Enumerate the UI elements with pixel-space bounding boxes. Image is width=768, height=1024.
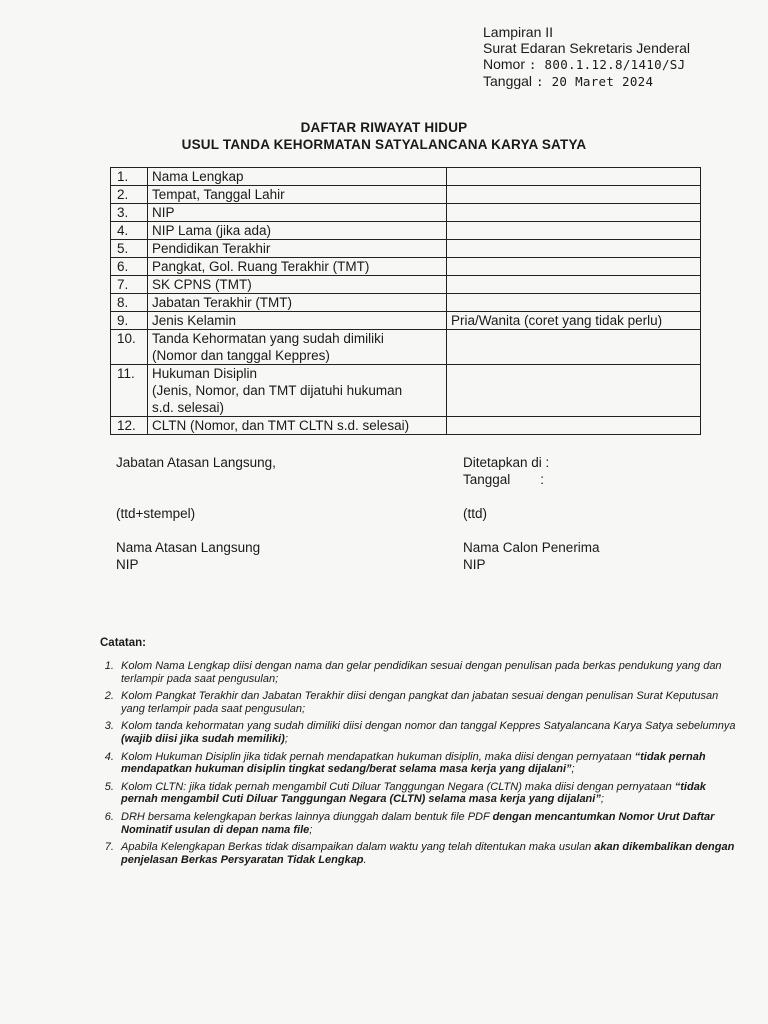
- row-value-field[interactable]: [447, 365, 701, 417]
- row-label: [148, 294, 447, 312]
- row-label-line: Tempat, Tanggal Lahir: [152, 187, 285, 202]
- row-value-field[interactable]: [447, 186, 701, 204]
- row-label-line: NIP Lama (jika ada): [152, 223, 272, 238]
- nomor-value: : 800.1.12.8/1410/SJ: [528, 57, 686, 72]
- table-row: [111, 186, 701, 204]
- note-text: Apabila Kelengkapan Berkas tidak disampaikan dalam waktu yang telah ditentukan maka usulan: [121, 841, 595, 854]
- table-row: [111, 312, 701, 330]
- row-number: 7.: [111, 276, 148, 294]
- note-emphasis: “tidak pernah mendapatkan hukuman disiplin tingkat sedang/berat selama masa kerja yang dijalani”: [121, 750, 706, 776]
- table-row: [111, 240, 701, 258]
- list-item: [117, 720, 737, 745]
- penerima-ttd: (ttd): [463, 506, 488, 521]
- row-label: [148, 312, 447, 330]
- note-emphasis: dengan mencantumkan Nomor Urut Daftar Nominatif usulan di depan nama file: [121, 810, 715, 836]
- row-number: 12.: [111, 417, 148, 435]
- atasan-nama: Nama Atasan Langsung: [116, 540, 261, 555]
- lampiran-tanggal: [483, 73, 690, 90]
- table-row: [111, 204, 701, 222]
- row-value-field[interactable]: [447, 168, 701, 186]
- ditetapkan-di: Ditetapkan di :: [463, 455, 550, 470]
- catatan-list: [96, 660, 737, 871]
- row-label: [148, 240, 447, 258]
- note-text: Kolom CLTN: jika tidak pernah mengambil Cuti Diluar Tanggungan Negara (CLTN) maka diisi dengan pernyataan: [121, 780, 675, 793]
- row-number: 2.: [111, 186, 148, 204]
- row-label: [148, 222, 447, 240]
- atasan-nip: NIP: [116, 557, 139, 572]
- table-row: [111, 258, 701, 276]
- note-emphasis: (wajib diisi jika sudah memiliki): [121, 732, 285, 745]
- row-number: 8.: [111, 294, 148, 312]
- document-subtitle: USUL TANDA KEHORMATAN SATYALANCANA KARYA SATYA: [181, 137, 587, 152]
- note-text: Kolom Nama Lengkap diisi dengan nama dan gelar pendidikan sesuai dengan penulisan pada berkas pendukung yang dan terlampir pada saat pengusulan;: [121, 660, 722, 685]
- row-label: [148, 186, 447, 204]
- note-punctuation: ;: [284, 732, 288, 745]
- table-row: [111, 365, 701, 417]
- row-label: [148, 365, 447, 417]
- list-item: [117, 781, 737, 806]
- row-label-line: Pangkat, Gol. Ruang Terakhir (TMT): [152, 259, 370, 274]
- lampiran-source: Surat Edaran Sekretaris Jenderal: [483, 40, 690, 56]
- row-value-field[interactable]: [447, 330, 701, 365]
- row-label-line: NIP: [152, 205, 175, 220]
- row-label-line: (Jenis, Nomor, dan TMT dijatuhi hukuman: [152, 383, 403, 398]
- note-emphasis: “tidak pernah mengambil Cuti Diluar Tanggungan Negara (CLTN) selama masa kerja yang dijalani”: [121, 780, 706, 806]
- list-item: [117, 841, 737, 866]
- table-row: [111, 417, 701, 435]
- list-item: [117, 660, 737, 685]
- row-number: 6.: [111, 258, 148, 276]
- table-row: [111, 276, 701, 294]
- row-number: 9.: [111, 312, 148, 330]
- row-number: 11.: [111, 365, 148, 417]
- row-label: [148, 258, 447, 276]
- row-label-line: s.d. selesai): [152, 400, 225, 415]
- table-row: [111, 222, 701, 240]
- row-value-field[interactable]: Pria/Wanita (coret yang tidak perlu): [447, 312, 701, 330]
- table-row: [111, 330, 701, 365]
- row-value-field[interactable]: [447, 204, 701, 222]
- row-number: 4.: [111, 222, 148, 240]
- row-label: [148, 330, 447, 365]
- row-value-field[interactable]: [447, 294, 701, 312]
- nomor-label: Nomor: [483, 56, 526, 72]
- riwayat-hidup-table: [110, 167, 701, 435]
- lampiran-header: [483, 24, 690, 90]
- lampiran-line: Lampiran II: [483, 24, 554, 40]
- row-number: 1.: [111, 168, 148, 186]
- note-emphasis: akan dikembalikan dengan penjelasan Berkas Persyaratan Tidak Lengkap: [121, 841, 735, 866]
- row-label-line: Hukuman Disiplin: [152, 366, 258, 381]
- note-text: DRH bersama kelengkapan berkas lainnya diunggah dalam bentuk file PDF: [121, 810, 493, 823]
- atasan-jabatan: Jabatan Atasan Langsung,: [116, 455, 276, 470]
- list-item: [117, 690, 737, 715]
- row-label: [148, 168, 447, 186]
- row-label-line: Nama Lengkap: [152, 169, 244, 184]
- tanggal-label: Tanggal: [483, 73, 533, 89]
- penerima-tanggal: Tanggal :: [463, 472, 545, 487]
- document-title: DAFTAR RIWAYAT HIDUP: [300, 120, 468, 135]
- penerima-nip: NIP: [463, 557, 486, 572]
- row-value-field[interactable]: [447, 222, 701, 240]
- row-value-field[interactable]: [447, 276, 701, 294]
- note-punctuation: ;: [309, 823, 313, 836]
- list-item: [117, 811, 737, 836]
- atasan-ttd: (ttd+stempel): [116, 506, 196, 521]
- note-text: Kolom tanda kehormatan yang sudah dimiliki diisi dengan nomor dan tanggal Keppres Satyalancana Karya Satya sebelumnya: [121, 720, 736, 733]
- tanggal-value: : 20 Maret 2024: [535, 74, 654, 89]
- row-value-field[interactable]: [447, 240, 701, 258]
- row-number: 5.: [111, 240, 148, 258]
- catatan-heading: Catatan:: [100, 637, 147, 649]
- row-value-field[interactable]: [447, 258, 701, 276]
- row-label-line: Jabatan Terakhir (TMT): [152, 295, 293, 310]
- note-punctuation: ;: [571, 763, 575, 776]
- note-punctuation: .: [363, 853, 367, 866]
- lampiran-nomor: [483, 56, 690, 73]
- table-body: [111, 168, 701, 435]
- table-row: [111, 168, 701, 186]
- row-number: 10.: [111, 330, 148, 365]
- row-value-field[interactable]: [447, 417, 701, 435]
- note-text: Kolom Hukuman Disiplin jika tidak pernah mendapatkan hukuman disiplin, maka diisi dengan pernyataan: [121, 750, 635, 763]
- row-label-line: Tanda Kehormatan yang sudah dimiliki: [152, 331, 384, 346]
- row-label-line: SK CPNS (TMT): [152, 277, 252, 292]
- penerima-nama: Nama Calon Penerima: [463, 540, 600, 555]
- row-label: [148, 204, 447, 222]
- row-number: 3.: [111, 204, 148, 222]
- row-label: [148, 417, 447, 435]
- row-label-line: (Nomor dan tanggal Keppres): [152, 348, 330, 363]
- table-row: [111, 294, 701, 312]
- note-punctuation: ;: [600, 793, 604, 806]
- row-label-line: Pendidikan Terakhir: [152, 241, 271, 256]
- note-text: Kolom Pangkat Terakhir dan Jabatan Terakhir diisi dengan pangkat dan jabatan sesuai dengan penulisan Surat Keputusan yang terlampir pada saat pengusulan;: [121, 690, 719, 715]
- list-item: [117, 751, 737, 776]
- row-label-line: Jenis Kelamin: [152, 313, 237, 328]
- row-label-line: CLTN (Nomor, dan TMT CLTN s.d. selesai): [152, 418, 410, 433]
- row-label: [148, 276, 447, 294]
